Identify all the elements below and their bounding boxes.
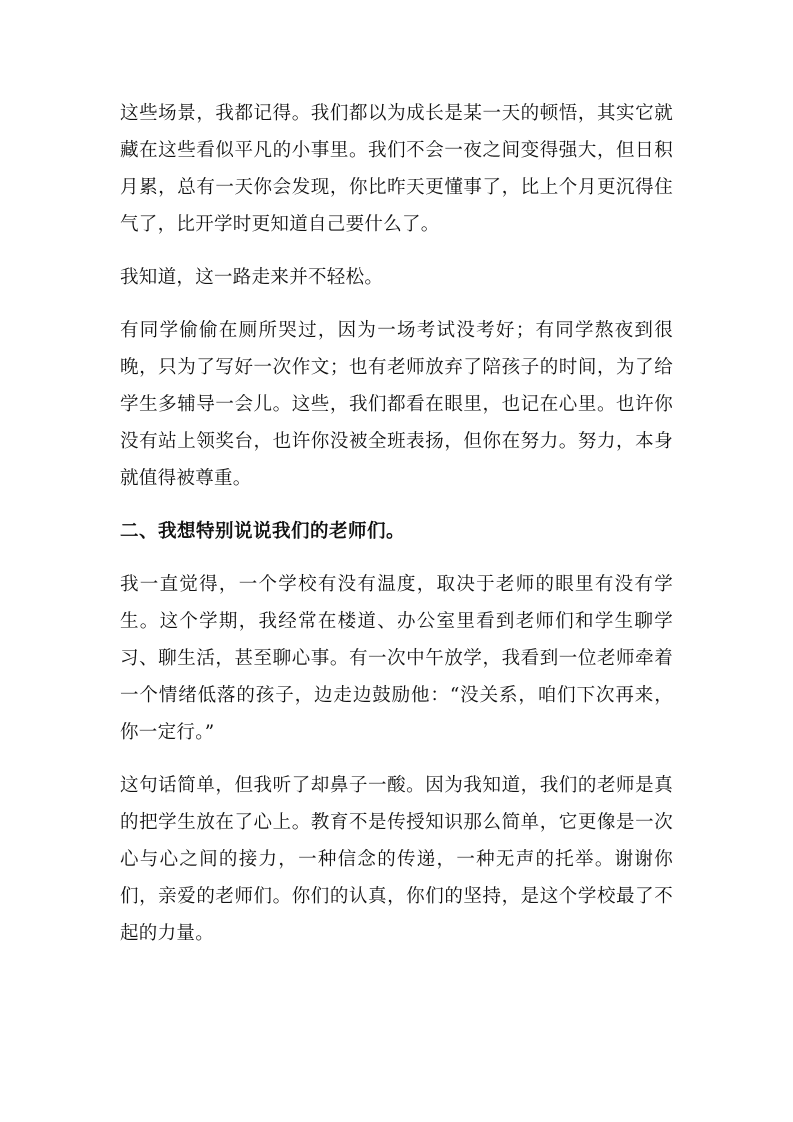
document-page xyxy=(120,95,673,968)
paragraph-effort: 有同学偷偷在厕所哭过，因为一场考试没考好；有同学熬夜到很晚，只为了写好一次作文；也有老师放弃了陪孩子的时间，为了给学生多辅导一会儿。这些，我们都看在眼里，也记在心里。也许你没有站上领奖台，也许你没被全班表扬，但你在努力。努力，本身就值得被尊重。 xyxy=(120,320,673,489)
paragraph-school-warmth: 我一直觉得，一个学校有没有温度，取决于老师的眼里有没有学生。这个学期，我经常在楼道、办公室里看到老师们和学生聊学习、聊生活，甚至聊心事。有一次中午放学，我看到一位老师牵着一个情绪低落的孩子，边走边鼓励他：“没关系，咱们下次再来，你一定行。” xyxy=(120,574,673,743)
paragraph-memories: 这些场景，我都记得。我们都以为成长是某一天的顿悟，其实它就藏在这些看似平凡的小事里。我们不会一夜之间变得强大，但日积月累，总有一天你会发现，你比昨天更懂事了，比上个月更沉得住气了，比开学时更知道自己要什么了。 xyxy=(120,103,673,235)
paragraph-thanks-teachers: 这句话简单，但我听了却鼻子一酸。因为我知道，我们的老师是真的把学生放在了心上。教育不是传授知识那么简单，它更像是一次心与心之间的接力，一种信念的传递，一种无声的托举。谢谢你们，亲爱的老师们。你们的认真，你们的坚持，是这个学校最了不起的力量。 xyxy=(120,775,673,944)
section-heading-teachers: 二、我想特别说说我们的老师们。 xyxy=(120,521,406,542)
paragraph-not-easy: 我知道，这一路走来并不轻松。 xyxy=(120,267,384,288)
